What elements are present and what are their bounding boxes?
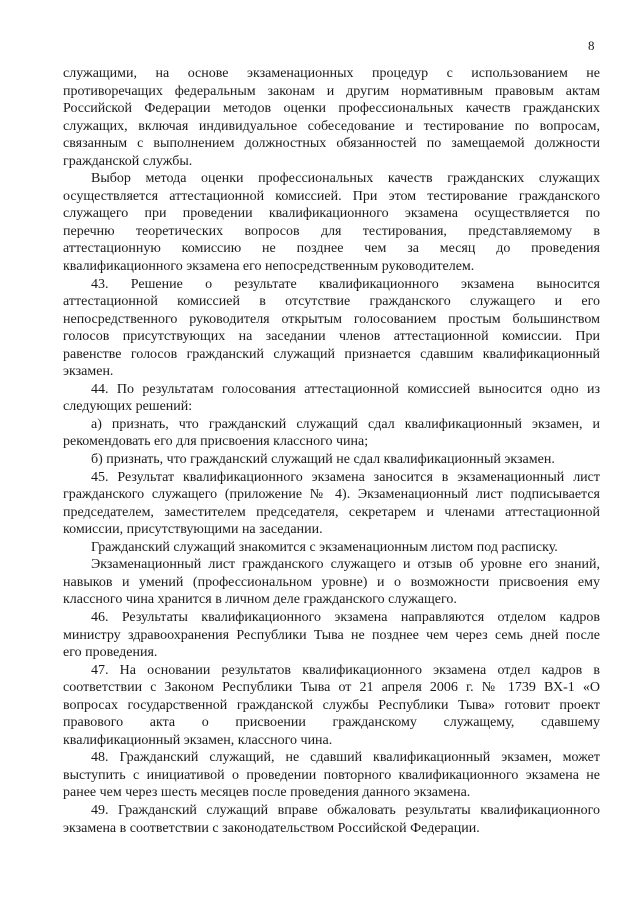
text-line: 47. На основании результатов квалификационного экзамена отдел кадров в [91, 662, 600, 678]
text-line: аттестационной комиссией в отсутствие гражданского служащего и его [63, 294, 600, 310]
text-line: служащими, на основе экзаменационных процедур с использованием не [63, 66, 600, 81]
text-line: соответствии с Законом Республики Тыва от 21 апреля 2006 г. № 1739 ВХ-1 «О [63, 680, 600, 696]
text-line: 46. Результаты квалификационного экзамена направляются отделом кадров [91, 609, 600, 625]
text-line: вопросах государственной гражданской службы Республики Тыва» готовит проект [63, 697, 600, 713]
text-line: гражданского служащего (приложение № 4). Экзаменационный лист подписывается [63, 487, 600, 503]
text-line: 43. Решение о результате квалификационного экзамена выносится [91, 276, 600, 292]
text-line: равенстве голосов гражданский служащий признается сдавшим квалификационный [63, 346, 600, 362]
text-line: связанным с выполнением должностных обязанностей по замещаемой должности [63, 136, 600, 152]
text-line: Гражданский служащий знакомится с экзаменационным листом под расписку. [91, 539, 558, 555]
text-line: выступить с инициативой о проведении повторного квалификационного экзамена не [63, 767, 600, 783]
text-line: перечню теоретических вопросов для тестирования, представляемому в [63, 223, 600, 239]
text-line: ранее чем через шесть месяцев после проведения данного экзамена. [63, 785, 471, 801]
text-line: министру здравоохранения Республики Тыва не позднее чем через семь дней после [63, 627, 600, 643]
text-line: осуществляется аттестационной комиссией. При этом тестирование гражданского [63, 188, 600, 204]
text-line: его проведения. [63, 645, 158, 661]
text-line: гражданской службы. [63, 153, 193, 169]
text-line: служащих, включая индивидуальное собеседование и тестирование по вопросам, [63, 118, 600, 134]
text-line: противоречащих федеральным законам и другим нормативным правовым актам [63, 83, 600, 99]
text-line: а) признать, что гражданский служащий сдал квалификационный экзамен, и [91, 416, 600, 432]
text-line: Выбор метода оценки профессиональных качеств гражданских служащих [91, 171, 600, 187]
text-line: Экзаменационный лист гражданского служащего и отзыв об уровне его знаний, [91, 557, 600, 573]
text-line: 49. Гражданский служащий вправе обжаловать результаты квалификационного [91, 802, 600, 818]
text-line: навыков и умений (профессиональном уровне) и о возможности присвоения ему [63, 574, 600, 590]
text-line: правового акта о присвоении гражданскому служащему, сдавшему [63, 715, 600, 731]
text-line: непосредственного руководителя открытым голосованием простым большинством [63, 311, 600, 327]
text-line: классного чина хранится в личном деле гражданского служащего. [63, 592, 457, 608]
text-line: 45. Результат квалификационного экзамена заносится в экзаменационный лист [91, 469, 600, 485]
text-line: служащего при проведении квалификационного экзамена осуществляется по [63, 206, 600, 222]
text-line: комиссии, присутствующими на заседании. [63, 522, 323, 538]
text-line: голосов присутствующих на заседании членов аттестационной комиссии. При [63, 329, 600, 345]
text-line: б) признать, что гражданский служащий не сдал квалификационный экзамен. [91, 452, 555, 468]
document-body [63, 65, 600, 837]
text-line: экзамен. [63, 364, 114, 380]
text-line: экзамена в соответствии с законодательством Российской Федерации. [63, 820, 480, 836]
text-line: следующих решений: [63, 399, 193, 415]
text-line: 44. По результатам голосования аттестационной комиссией выносится одно из [91, 381, 600, 397]
text-line: квалификационного экзамена его непосредственным руководителем. [63, 259, 475, 275]
text-line: квалификационный экзамен, классного чина. [63, 732, 333, 748]
text-line: Российской Федерации методов оценки профессиональных качеств гражданских [63, 101, 600, 117]
page-number: 8 [588, 38, 595, 53]
text-line: председателем, заместителем председателя, секретарем и членами аттестационной [63, 504, 600, 520]
text-line: аттестационную комиссию не позднее чем за месяц до проведения [63, 241, 600, 257]
text-line: рекомендовать его для присвоения классного чина; [63, 434, 369, 450]
text-line: 48. Гражданский служащий, не сдавший квалификационный экзамен, может [91, 750, 600, 766]
